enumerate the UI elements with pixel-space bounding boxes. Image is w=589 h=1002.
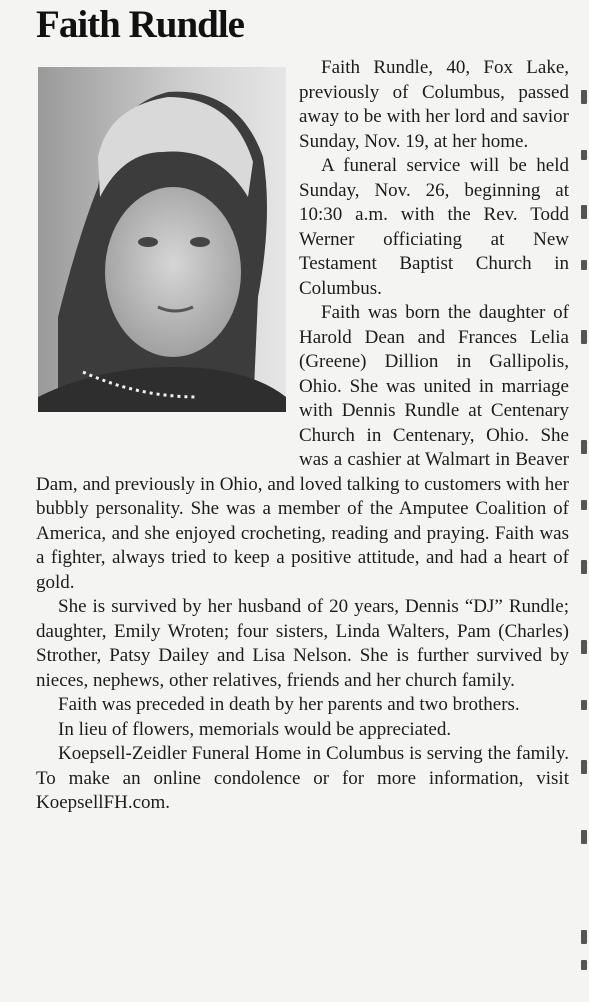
paragraph-survivors: She is survived by her husband of 20 years, Dennis “DJ” Rundle; daughter, Emily Wroten; four sisters, Linda Walters, Pam (Charles) Strother, Patsy Dailey and Lisa Nelson. She is further survived by nieces, nephews, other relatives, friends and her church family. <box>36 596 569 691</box>
obituary-body <box>36 56 569 816</box>
photo-wrap-spacer <box>36 56 299 459</box>
adjacent-column-bleed <box>571 0 589 1002</box>
paragraph-funeral-home: Koepsell-Zeidler Funeral Home in Columbus is serving the family. To make an online condolence or for more information, visit KoepsellFH.com. <box>36 743 569 813</box>
paragraph-memorials: In lieu of flowers, memorials would be appreciated. <box>58 718 452 740</box>
paragraph-intro: Faith Rundle, 40, Fox Lake, previously of Columbus, passed away to be with her lord and savior Sunday, Nov. 19, at her home. <box>299 57 569 152</box>
obituary-title: Faith Rundle <box>36 3 244 46</box>
paragraph-preceded: Faith was preceded in death by her parents and two brothers. <box>58 694 520 715</box>
paragraph-biography: Faith was born the daughter of Harold Dean and Frances Lelia (Greene) Dillion in Gallipolis, Ohio. She was united in marriage with Dennis Rundle at Centenary Church in Centenary, Ohio. She was a cashier at Walmart in Beaver Dam, and previously in Ohio, and loved talking to customers with her bubbly personality. She was a member of the Amputee Coalition of America, and she enjoyed crocheting, reading and praying. Faith was a fighter, always tried to keep a positive attitude, and had a heart of gold. <box>36 302 569 593</box>
paragraph-service: A funeral service will be held Sunday, Nov. 26, beginning at 10:30 a.m. with the Rev. Todd Werner officiating at New Testament Baptist Church in Columbus. <box>299 155 569 299</box>
